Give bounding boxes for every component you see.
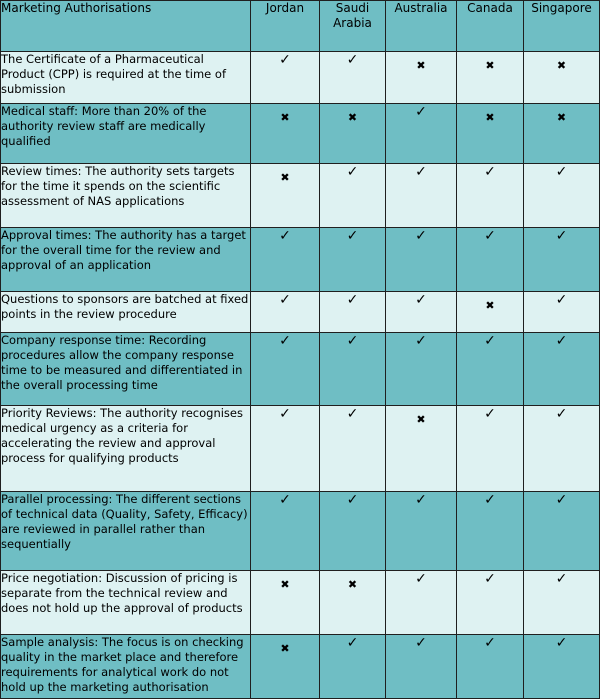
check-icon: ✓ [524,492,600,571]
check-icon: ✓ [524,406,600,492]
check-icon: ✓ [320,492,386,571]
cross-icon: ✖ [251,103,320,163]
criterion-label: Review times: The authority sets targets for the time it spends on the scientific assessment of NAS applications [1,163,251,227]
cross-icon: ✖ [320,103,386,163]
check-icon: ✓ [320,52,386,104]
criterion-label: Company response time: Recording procedures allow the company response time to be measured and differentiated in the overall processing time [1,333,251,406]
check-icon: ✓ [524,291,600,332]
check-icon: ✓ [457,492,524,571]
check-icon: ✓ [386,227,457,291]
check-icon: ✓ [251,227,320,291]
table-row [1,333,600,406]
check-icon: ✓ [251,492,320,571]
country-header-australia: Australia [386,1,457,52]
table-body [1,52,600,699]
check-icon: ✓ [320,163,386,227]
check-icon: ✓ [386,333,457,406]
check-icon: ✓ [251,333,320,406]
country-header-saudi-arabia: Saudi Arabia [320,1,386,52]
table-row [1,163,600,227]
header-row [1,1,600,52]
criterion-label: The Certificate of a Pharmaceutical Product (CPP) is required at the time of submission [1,52,251,104]
table-row [1,492,600,571]
corner-header: Marketing Authorisations [1,1,251,52]
check-icon: ✓ [320,291,386,332]
check-icon: ✓ [457,333,524,406]
criterion-label: Parallel processing: The different sections of technical data (Quality, Safety, Efficacy) are reviewed in parallel rather than sequentially [1,492,251,571]
table-row [1,52,600,104]
check-icon: ✓ [457,227,524,291]
check-icon: ✓ [320,634,386,698]
criterion-label: Sample analysis: The focus is on checking quality in the market place and therefore requirements for analytical work do not hold up the marketing authorisation [1,634,251,698]
check-icon: ✓ [457,570,524,634]
check-icon: ✓ [457,163,524,227]
table-row [1,103,600,163]
cross-icon: ✖ [457,52,524,104]
check-icon: ✓ [320,406,386,492]
criterion-label: Questions to sponsors are batched at fixed points in the review procedure [1,291,251,332]
table-row [1,291,600,332]
country-header-singapore: Singapore [524,1,600,52]
cross-icon: ✖ [457,291,524,332]
cross-icon: ✖ [457,103,524,163]
table-row [1,406,600,492]
criterion-label: Priority Reviews: The authority recognises medical urgency as a criteria for accelerating the review and approval process for qualifying products [1,406,251,492]
cross-icon: ✖ [524,52,600,104]
country-header-canada: Canada [457,1,524,52]
check-icon: ✓ [524,634,600,698]
cross-icon: ✖ [251,570,320,634]
check-icon: ✓ [386,103,457,163]
cross-icon: ✖ [386,52,457,104]
cross-icon: ✖ [320,570,386,634]
cross-icon: ✖ [251,634,320,698]
check-icon: ✓ [386,291,457,332]
cross-icon: ✖ [386,406,457,492]
check-icon: ✓ [524,163,600,227]
table-row [1,227,600,291]
check-icon: ✓ [524,570,600,634]
check-icon: ✓ [524,227,600,291]
check-icon: ✓ [386,163,457,227]
check-icon: ✓ [386,570,457,634]
check-icon: ✓ [386,634,457,698]
check-icon: ✓ [251,406,320,492]
check-icon: ✓ [251,52,320,104]
check-icon: ✓ [457,634,524,698]
check-icon: ✓ [457,406,524,492]
criterion-label: Medical staff: More than 20% of the authority review staff are medically qualified [1,103,251,163]
table-row [1,634,600,698]
check-icon: ✓ [251,291,320,332]
country-header-jordan: Jordan [251,1,320,52]
check-icon: ✓ [386,492,457,571]
table-row [1,570,600,634]
cross-icon: ✖ [524,103,600,163]
criterion-label: Price negotiation: Discussion of pricing is separate from the technical review and does not hold up the approval of products [1,570,251,634]
check-icon: ✓ [320,333,386,406]
criterion-label: Approval times: The authority has a target for the overall time for the review and approval of an application [1,227,251,291]
check-icon: ✓ [524,333,600,406]
cross-icon: ✖ [251,163,320,227]
check-icon: ✓ [320,227,386,291]
